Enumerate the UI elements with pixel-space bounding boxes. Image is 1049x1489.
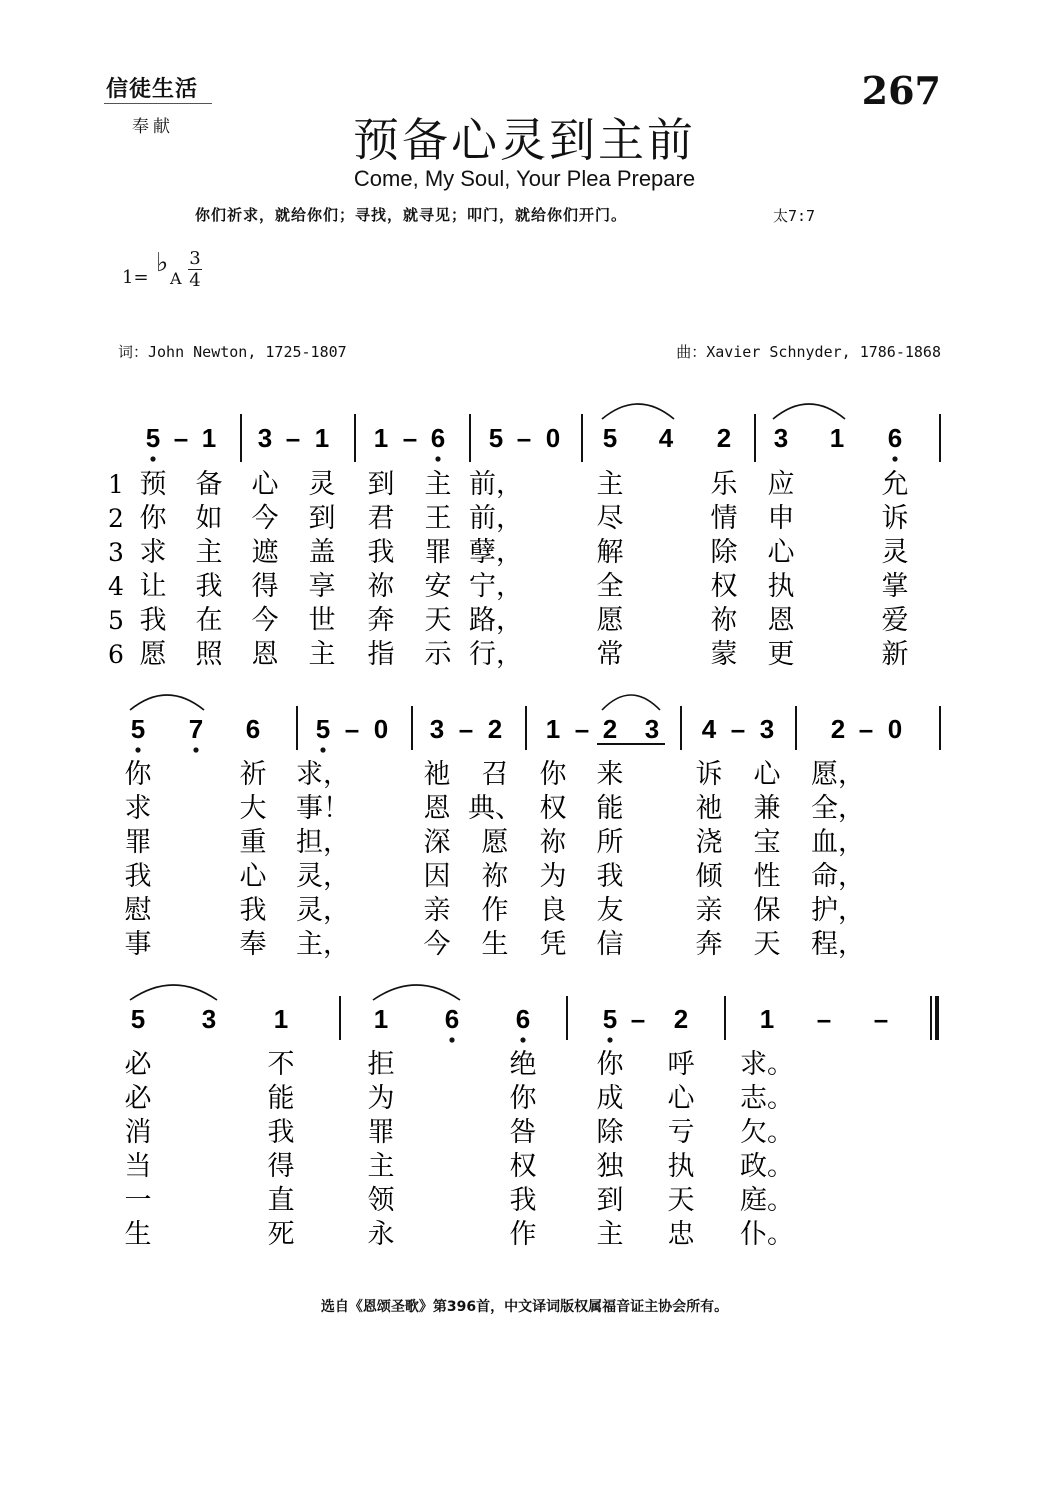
lyric-syllable: 主， xyxy=(296,929,350,960)
jianpu-note: 5 xyxy=(130,714,146,744)
lyric-syllable: 宝 xyxy=(753,827,781,858)
jianpu-note: 1 xyxy=(314,423,330,453)
lyric-syllable: 恩 xyxy=(767,605,795,636)
lyric-syllable: 天 xyxy=(424,605,452,636)
lyric-syllable: 天 xyxy=(667,1185,695,1216)
lyric-syllable: 蒙 xyxy=(710,639,738,670)
jianpu-note: 0 xyxy=(887,714,903,744)
lyric-syllable: 倾 xyxy=(695,861,723,892)
lyric-syllable: 护， xyxy=(811,895,865,926)
lyric-syllable: 允 xyxy=(881,469,909,500)
lyric-syllable: 愿 xyxy=(139,639,167,670)
lyric-syllable: 浇 xyxy=(695,827,723,858)
lyric-syllable: 祢 xyxy=(481,861,509,892)
lyric-syllable: 为 xyxy=(539,861,567,892)
jianpu-note: 3 xyxy=(201,1004,217,1034)
lyric-syllable: 常 xyxy=(596,639,624,670)
jianpu-note: 2 xyxy=(602,714,618,744)
octave-dot-low xyxy=(320,747,325,752)
lyric-syllable: 祢 xyxy=(710,605,738,636)
lyric-syllable: 罪 xyxy=(424,537,452,568)
sustain-dash: – xyxy=(458,714,474,744)
lyric-syllable: 心 xyxy=(753,759,781,790)
lyric-syllable: 遮 xyxy=(251,537,279,568)
lyric-syllable: 得 xyxy=(251,571,279,602)
lyric-syllable: 我 xyxy=(239,895,267,926)
lyric-syllable: 在 xyxy=(195,605,223,636)
lyric-syllable: 亲 xyxy=(695,895,723,926)
lyric-syllable: 到 xyxy=(367,469,395,500)
lyric-syllable: 全 xyxy=(596,571,624,602)
lyric-syllable: 照 xyxy=(195,639,223,670)
lyric-syllable: 恩 xyxy=(423,793,451,824)
lyric-syllable: 到 xyxy=(308,503,336,534)
lyric-syllable: 心 xyxy=(251,469,279,500)
hymn-number: 267 xyxy=(861,68,941,113)
lyric-syllable: 重 xyxy=(239,827,267,858)
lyric-syllable: 我 xyxy=(367,537,395,568)
jianpu-note: 3 xyxy=(644,714,660,744)
sustain-dash: – xyxy=(344,714,360,744)
lyric-syllable: 良 xyxy=(539,895,567,926)
flat-symbol: ♭ xyxy=(156,248,169,278)
verse-number: 3 xyxy=(108,538,124,567)
lyric-syllable: 诉 xyxy=(695,759,723,790)
jianpu-note: 3 xyxy=(257,423,273,453)
lyric-syllable: 备 xyxy=(195,469,223,500)
lyric-syllable: 必 xyxy=(124,1083,152,1114)
lyric-syllable: 一 xyxy=(124,1185,152,1216)
slur xyxy=(130,695,204,710)
lyric-syllable: 求， xyxy=(296,759,350,790)
slur xyxy=(130,985,217,1000)
lyric-syllable: 必 xyxy=(124,1049,152,1080)
lyric-syllable: 你 xyxy=(596,1049,624,1080)
time-signature-bottom: 4 xyxy=(189,270,201,291)
lyric-syllable: 心 xyxy=(239,861,267,892)
lyric-syllable: 前， xyxy=(469,469,523,500)
lyric-syllable: 爱 xyxy=(881,605,909,636)
time-signature-top: 3 xyxy=(189,248,201,269)
lyric-syllable: 死 xyxy=(267,1219,295,1250)
lyric-syllable: 罪 xyxy=(367,1117,395,1148)
lyric-syllable: 主 xyxy=(308,639,336,670)
lyric-syllable: 忠 xyxy=(667,1219,695,1250)
lyric-syllable: 心 xyxy=(767,537,795,568)
lyric-syllable: 天 xyxy=(753,929,781,960)
lyric-syllable: 能 xyxy=(596,793,624,824)
lyric-syllable: 世 xyxy=(308,605,336,636)
lyric-syllable: 来 xyxy=(596,759,624,790)
lyric-syllable: 除 xyxy=(596,1117,624,1148)
lyric-syllable: 更 xyxy=(767,639,795,670)
lyric-syllable: 我 xyxy=(124,861,152,892)
lyric-syllable: 主 xyxy=(596,1219,624,1250)
lyric-syllable: 仆。 xyxy=(740,1219,794,1250)
octave-dot-low xyxy=(193,747,198,752)
lyric-syllable: 召 xyxy=(481,759,509,790)
key-prefix: 1= xyxy=(122,267,149,288)
lyric-syllable: 你 xyxy=(124,759,152,790)
lyric-syllable: 愿 xyxy=(596,605,624,636)
jianpu-note: 4 xyxy=(658,423,674,453)
scripture-text: 你们祈求，就给你们；寻找，就寻见；叩门，就给你们开门。 xyxy=(195,206,628,224)
lyric-syllable: 祂 xyxy=(423,759,451,790)
lyric-syllable: 祢 xyxy=(539,827,567,858)
lyric-syllable: 咎 xyxy=(509,1117,537,1148)
sustain-dash: – xyxy=(816,1004,832,1034)
lyric-syllable: 心 xyxy=(667,1083,695,1114)
lyric-syllable: 君 xyxy=(367,503,395,534)
lyric-syllable: 求 xyxy=(139,537,167,568)
lyric-syllable: 求。 xyxy=(740,1049,794,1080)
lyric-syllable: 呼 xyxy=(667,1049,695,1080)
lyric-syllable: 灵 xyxy=(308,469,336,500)
lyric-syllable: 我 xyxy=(195,571,223,602)
lyric-syllable: 前， xyxy=(469,503,523,534)
lyric-syllable: 今 xyxy=(423,929,451,960)
lyric-syllable: 尽 xyxy=(596,503,624,534)
jianpu-note: 1 xyxy=(373,1004,389,1034)
lyric-syllable: 生 xyxy=(124,1219,152,1250)
lyric-syllable: 享 xyxy=(308,571,336,602)
octave-dot-low xyxy=(435,456,440,461)
lyric-syllable: 让 xyxy=(139,571,167,602)
jianpu-note: 2 xyxy=(487,714,503,744)
lyric-syllable: 程， xyxy=(811,929,865,960)
slur xyxy=(602,695,660,710)
lyric-syllable: 事 xyxy=(124,929,152,960)
lyric-syllable: 作 xyxy=(481,895,509,926)
lyric-syllable: 成 xyxy=(596,1083,624,1114)
lyric-syllable: 解 xyxy=(596,537,624,568)
lyric-syllable: 行， xyxy=(469,639,523,670)
jianpu-note: 5 xyxy=(130,1004,146,1034)
lyric-syllable: 权 xyxy=(710,571,738,602)
lyric-syllable: 主 xyxy=(195,537,223,568)
sustain-dash: – xyxy=(730,714,746,744)
verse-number: 1 xyxy=(108,470,124,499)
lyricist-credit: 词：John Newton, 1725-1807 xyxy=(118,343,347,361)
lyric-syllable: 主 xyxy=(424,469,452,500)
lyric-syllable: 亲 xyxy=(423,895,451,926)
sustain-dash: – xyxy=(873,1004,889,1034)
lyric-syllable: 性 xyxy=(753,861,781,892)
lyric-syllable: 申 xyxy=(767,503,795,534)
jianpu-note: 2 xyxy=(673,1004,689,1034)
lyric-syllable: 奉 xyxy=(239,929,267,960)
lyric-syllable: 如 xyxy=(195,503,223,534)
jianpu-note: 1 xyxy=(373,423,389,453)
lyric-syllable: 灵 xyxy=(881,537,909,568)
sustain-dash: – xyxy=(173,423,189,453)
lyric-syllable: 灵， xyxy=(296,861,350,892)
lyric-syllable: 到 xyxy=(596,1185,624,1216)
lyric-syllable: 保 xyxy=(753,895,781,926)
lyric-syllable: 恩 xyxy=(251,639,279,670)
sustain-dash: – xyxy=(285,423,301,453)
lyric-syllable: 领 xyxy=(367,1185,395,1216)
lyric-syllable: 友 xyxy=(596,895,624,926)
lyric-syllable: 路， xyxy=(469,605,523,636)
lyric-syllable: 示 xyxy=(424,639,452,670)
octave-dot-low xyxy=(520,1037,525,1042)
lyric-syllable: 消 xyxy=(124,1117,152,1148)
verse-number: 5 xyxy=(108,606,124,635)
category-label: 信徒生活 xyxy=(106,76,199,102)
lyric-syllable: 主 xyxy=(367,1151,395,1182)
lyric-syllable: 诉 xyxy=(881,503,909,534)
lyric-syllable: 拒 xyxy=(367,1049,395,1080)
jianpu-note: 5 xyxy=(602,1004,618,1034)
lyric-syllable: 王 xyxy=(424,503,452,534)
lyric-syllable: 权 xyxy=(539,793,567,824)
lyric-syllable: 我 xyxy=(139,605,167,636)
lyric-syllable: 奔 xyxy=(367,605,395,636)
lyric-syllable: 我 xyxy=(509,1185,537,1216)
lyric-syllable: 祂 xyxy=(695,793,723,824)
key-letter: A xyxy=(170,269,182,288)
jianpu-note: 6 xyxy=(430,423,446,453)
lyric-syllable: 得 xyxy=(267,1151,295,1182)
lyric-syllable: 深 xyxy=(423,827,451,858)
lyric-syllable: 今 xyxy=(251,605,279,636)
octave-dot-low xyxy=(892,456,897,461)
lyric-syllable: 血， xyxy=(811,827,865,858)
hymn-title-chinese: 预备心灵到主前 xyxy=(353,113,696,167)
lyric-syllable: 求 xyxy=(124,793,152,824)
lyric-syllable: 你 xyxy=(139,503,167,534)
sustain-dash: – xyxy=(630,1004,646,1034)
lyric-syllable: 愿 xyxy=(481,827,509,858)
verse-number: 4 xyxy=(108,572,124,601)
jianpu-note: 2 xyxy=(716,423,732,453)
jianpu-note: 2 xyxy=(830,714,846,744)
jianpu-note: 6 xyxy=(515,1004,531,1034)
subcategory-label: 奉献 xyxy=(132,117,174,137)
lyric-syllable: 信 xyxy=(596,929,624,960)
jianpu-note: 5 xyxy=(315,714,331,744)
sustain-dash: – xyxy=(858,714,874,744)
lyric-syllable: 志。 xyxy=(740,1083,794,1114)
lyric-syllable: 主 xyxy=(596,469,624,500)
sustain-dash: – xyxy=(516,423,532,453)
lyric-syllable: 独 xyxy=(596,1151,624,1182)
lyric-syllable: 生 xyxy=(481,929,509,960)
lyric-syllable: 政。 xyxy=(740,1151,794,1182)
jianpu-note: 3 xyxy=(429,714,445,744)
jianpu-note: 3 xyxy=(773,423,789,453)
lyric-syllable: 盖 xyxy=(308,537,336,568)
lyric-syllable: 祢 xyxy=(367,571,395,602)
verse-number: 6 xyxy=(108,640,124,669)
lyric-syllable: 新 xyxy=(881,639,909,670)
hymn-title-english: Come, My Soul, Your Plea Prepare xyxy=(353,166,696,191)
jianpu-note: 6 xyxy=(887,423,903,453)
jianpu-note: 4 xyxy=(701,714,717,744)
lyric-syllable: 当 xyxy=(124,1151,152,1182)
scripture-reference: 太7:7 xyxy=(773,207,816,225)
slur xyxy=(773,404,845,419)
lyric-syllable: 典、 xyxy=(468,793,522,824)
jianpu-note: 1 xyxy=(759,1004,775,1034)
lyric-syllable: 作 xyxy=(509,1219,537,1250)
lyric-syllable: 大 xyxy=(239,793,267,824)
slur xyxy=(373,985,460,1000)
jianpu-note: 5 xyxy=(602,423,618,453)
lyric-syllable: 担， xyxy=(296,827,350,858)
lyric-syllable: 掌 xyxy=(881,571,909,602)
jianpu-note: 5 xyxy=(145,423,161,453)
lyric-syllable: 庭。 xyxy=(740,1185,794,1216)
lyric-syllable: 我 xyxy=(267,1117,295,1148)
lyric-syllable: 凭 xyxy=(539,929,567,960)
lyric-syllable: 宁， xyxy=(469,571,523,602)
lyric-syllable: 绝 xyxy=(509,1049,537,1080)
lyric-syllable: 愿， xyxy=(811,759,865,790)
lyric-syllable: 慰 xyxy=(124,895,152,926)
composer-credit: 曲：Xavier Schnyder, 1786-1868 xyxy=(676,343,941,361)
lyric-syllable: 应 xyxy=(767,469,795,500)
lyric-syllable: 指 xyxy=(367,639,395,670)
lyric-syllable: 乐 xyxy=(710,469,738,500)
lyric-syllable: 因 xyxy=(423,861,451,892)
lyric-syllable: 你 xyxy=(539,759,567,790)
lyric-syllable: 不 xyxy=(267,1049,295,1080)
lyric-syllable: 今 xyxy=(251,503,279,534)
jianpu-note: 1 xyxy=(201,423,217,453)
lyric-syllable: 灵， xyxy=(296,895,350,926)
lyric-syllable: 情 xyxy=(710,503,738,534)
jianpu-note: 1 xyxy=(829,423,845,453)
octave-dot-low xyxy=(135,747,140,752)
lyric-syllable: 为 xyxy=(367,1083,395,1114)
lyric-syllable: 安 xyxy=(424,571,452,602)
copyright-footer: 选自《恩颂圣歌》第396首，中文译词版权属福音证主协会所有。 xyxy=(320,1299,729,1315)
lyric-syllable: 权 xyxy=(509,1151,537,1182)
lyric-syllable: 能 xyxy=(267,1083,295,1114)
jianpu-note: 0 xyxy=(545,423,561,453)
lyric-syllable: 执 xyxy=(667,1151,695,1182)
jianpu-note: 6 xyxy=(245,714,261,744)
lyric-syllable: 我 xyxy=(596,861,624,892)
lyric-syllable: 欠。 xyxy=(740,1117,794,1148)
jianpu-note: 1 xyxy=(545,714,561,744)
sustain-dash: – xyxy=(574,714,590,744)
slur xyxy=(602,404,674,419)
lyric-syllable: 亏 xyxy=(667,1117,695,1148)
lyric-syllable: 预 xyxy=(139,469,167,500)
lyric-syllable: 命， xyxy=(811,861,865,892)
octave-dot-low xyxy=(150,456,155,461)
lyric-syllable: 奔 xyxy=(695,929,723,960)
lyric-syllable: 全， xyxy=(811,793,865,824)
lyric-syllable: 所 xyxy=(596,827,624,858)
jianpu-note: 3 xyxy=(759,714,775,744)
octave-dot-low xyxy=(449,1037,454,1042)
lyric-syllable: 事！ xyxy=(296,793,350,824)
lyric-syllable: 直 xyxy=(267,1185,295,1216)
octave-dot-low xyxy=(607,1037,612,1042)
verse-number: 2 xyxy=(108,504,124,533)
lyric-syllable: 除 xyxy=(710,537,738,568)
lyric-syllable: 罪 xyxy=(124,827,152,858)
jianpu-note: 6 xyxy=(444,1004,460,1034)
jianpu-note: 5 xyxy=(488,423,504,453)
jianpu-note: 1 xyxy=(273,1004,289,1034)
lyric-syllable: 孽， xyxy=(469,537,523,568)
lyric-syllable: 执 xyxy=(767,571,795,602)
lyric-syllable: 你 xyxy=(509,1083,537,1114)
lyric-syllable: 永 xyxy=(367,1219,395,1250)
lyric-syllable: 祈 xyxy=(239,759,267,790)
lyric-syllable: 兼 xyxy=(753,793,781,824)
sustain-dash: – xyxy=(402,423,418,453)
jianpu-note: 7 xyxy=(188,714,204,744)
jianpu-note: 0 xyxy=(373,714,389,744)
